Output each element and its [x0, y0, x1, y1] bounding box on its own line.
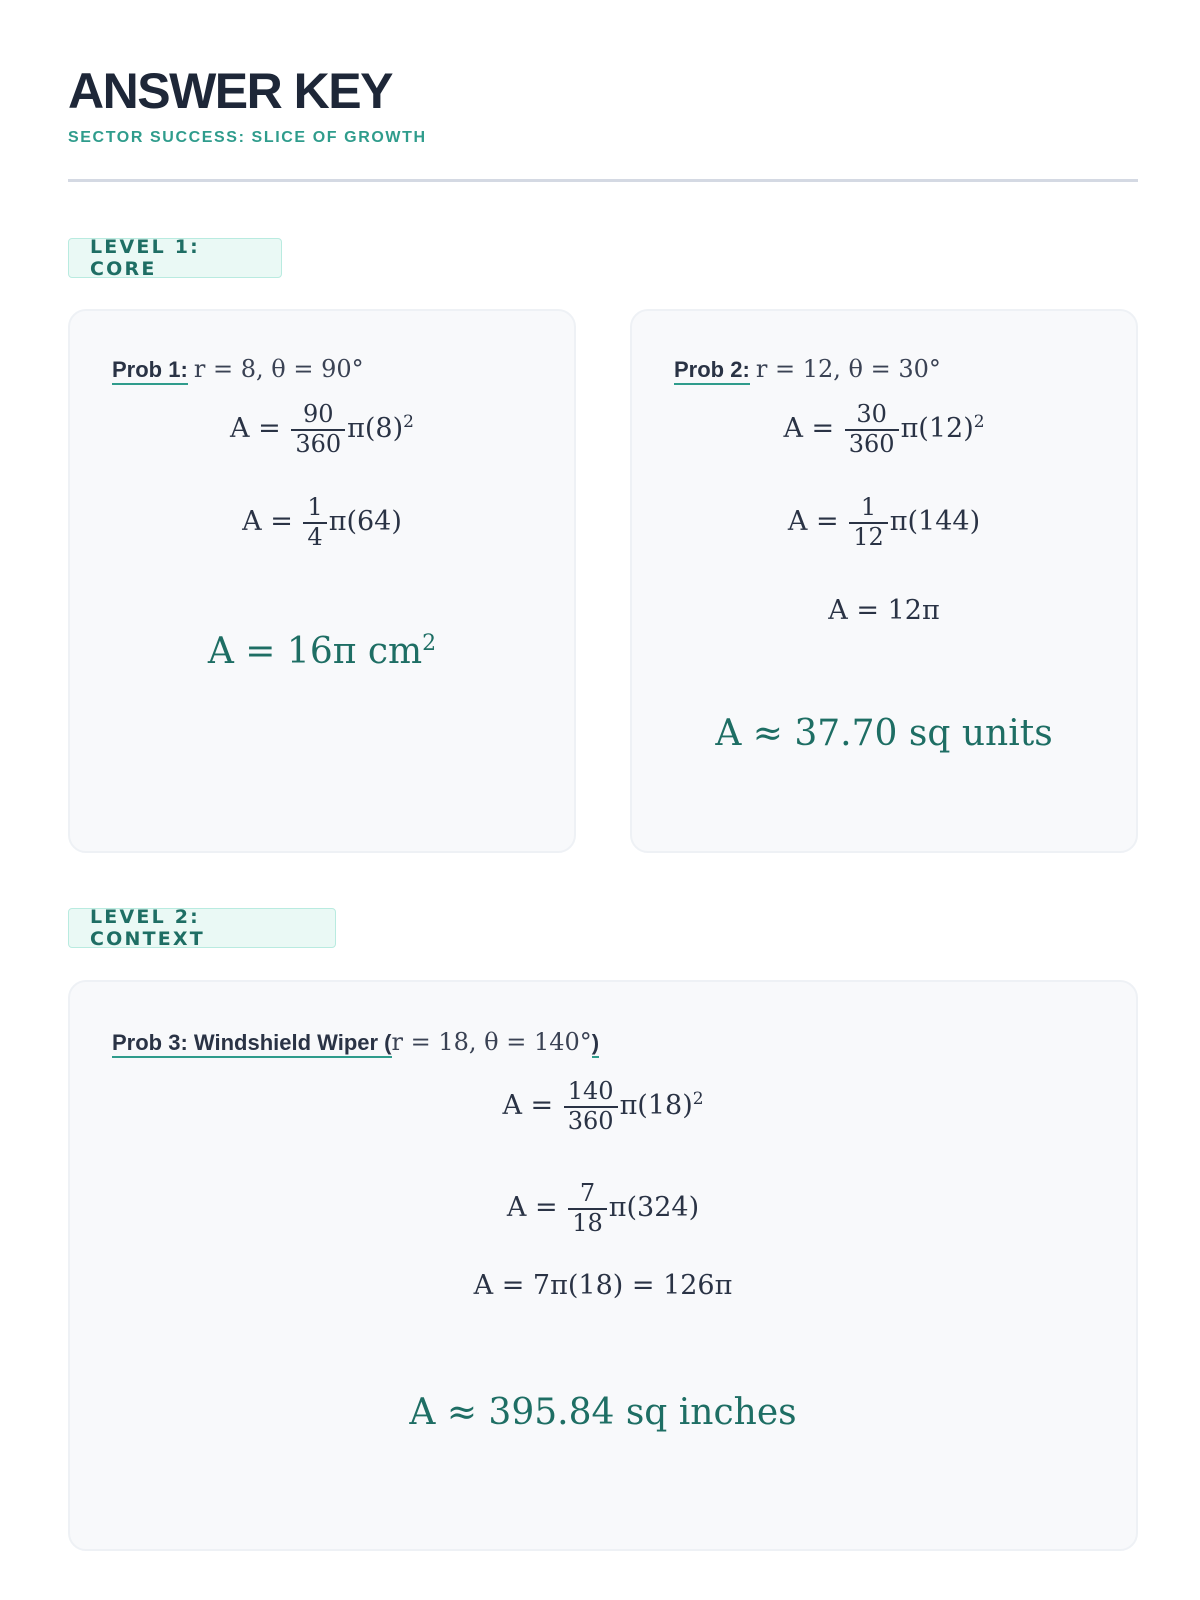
prob-1-answer-exponent: 2	[422, 631, 437, 656]
prob-2-step-1-exponent: 2	[973, 412, 985, 433]
prob-1-given: r = 8, θ = 90°	[193, 355, 364, 383]
prob-3-given: r = 18, θ = 140°	[391, 1028, 592, 1056]
prob-2-label: Prob 2:	[674, 357, 750, 385]
prob-1-step-1-denominator: 360	[295, 429, 342, 458]
prob-1-answer-text: A = 16π cm	[207, 631, 423, 672]
prob-1-step-1-fraction	[291, 401, 345, 458]
prob-2-given: r = 12, θ = 30°	[755, 355, 941, 383]
page-title: ANSWER KEY	[68, 63, 392, 119]
prob-2-step-1	[632, 401, 1136, 458]
prob-3-step-2-numerator: 7	[568, 1180, 607, 1210]
prob-2-step-2-numerator: 1	[849, 494, 888, 524]
header-divider	[68, 179, 1138, 182]
prob-1-heading	[112, 355, 364, 383]
prob-3-heading	[112, 1028, 599, 1056]
prob-3-step-2	[70, 1180, 1136, 1237]
prob-1-card	[68, 309, 576, 853]
prob-2-step-1-numerator: 30	[845, 401, 899, 431]
prob-3-step-2-lhs: A =	[506, 1192, 558, 1224]
level-1-badge: LEVEL 1: CORE	[68, 238, 282, 278]
prob-2-step-1-lhs: A =	[783, 413, 835, 445]
prob-3-step-1	[70, 1078, 1136, 1135]
prob-1-step-2-tail: π(64)	[328, 506, 402, 538]
prob-2-heading	[674, 355, 941, 383]
prob-3-step-1-denominator: 360	[567, 1106, 614, 1135]
prob-3-step-2-tail: π(324)	[608, 1192, 700, 1224]
prob-1-step-2	[70, 494, 574, 551]
prob-1-step-1-lhs: A =	[230, 413, 281, 445]
prob-1-step-1-exponent: 2	[403, 412, 414, 433]
prob-3-step-1-fraction	[564, 1078, 618, 1135]
prob-2-step-1-denominator: 360	[848, 429, 895, 458]
prob-3-step-2-denominator: 18	[572, 1208, 603, 1237]
prob-3-step-2-fraction	[568, 1180, 607, 1237]
prob-2-step-1-tail: π(12)	[900, 413, 974, 445]
prob-1-step-2-numerator: 1	[303, 494, 326, 524]
prob-2-answer: A ≈ 37.70 sq units	[715, 713, 1053, 754]
prob-2-step-2	[632, 494, 1136, 551]
prob-1-step-2-lhs: A =	[242, 506, 293, 538]
prob-2-step-1-fraction	[845, 401, 899, 458]
prob-3-label: Prob 3: Windshield Wiper (	[112, 1030, 392, 1058]
prob-3-label-close: )	[592, 1030, 599, 1058]
prob-2-step-2-denominator: 12	[853, 522, 884, 551]
prob-3-step-1-lhs: A =	[502, 1090, 554, 1122]
prob-3-step-1-tail: π(18)	[619, 1090, 693, 1122]
prob-1-answer	[70, 631, 574, 672]
prob-3-step-1-numerator: 140	[564, 1078, 618, 1108]
prob-3-card	[68, 980, 1138, 1551]
prob-3-answer: A ≈ 395.84 sq inches	[409, 1392, 797, 1433]
level-2-badge: LEVEL 2: CONTEXT	[68, 908, 336, 948]
prob-1-step-1	[70, 401, 574, 458]
prob-3-step-1-exponent: 2	[692, 1089, 704, 1110]
prob-1-label: Prob 1:	[112, 357, 188, 385]
prob-3-step-3: A = 7π(18) = 126π	[473, 1270, 733, 1301]
prob-2-step-2-tail: π(144)	[889, 506, 981, 538]
prob-1-step-1-numerator: 90	[291, 401, 345, 431]
prob-2-card	[630, 309, 1138, 853]
prob-1-step-2-denominator: 4	[307, 522, 323, 551]
prob-1-step-1-tail: π(8)	[347, 413, 404, 445]
prob-2-step-3: A = 12π	[828, 595, 940, 626]
prob-2-step-2-fraction	[849, 494, 888, 551]
prob-1-step-2-fraction	[303, 494, 326, 551]
page-subtitle: SECTOR SUCCESS: SLICE OF GROWTH	[68, 129, 427, 146]
prob-2-step-2-lhs: A =	[787, 506, 839, 538]
